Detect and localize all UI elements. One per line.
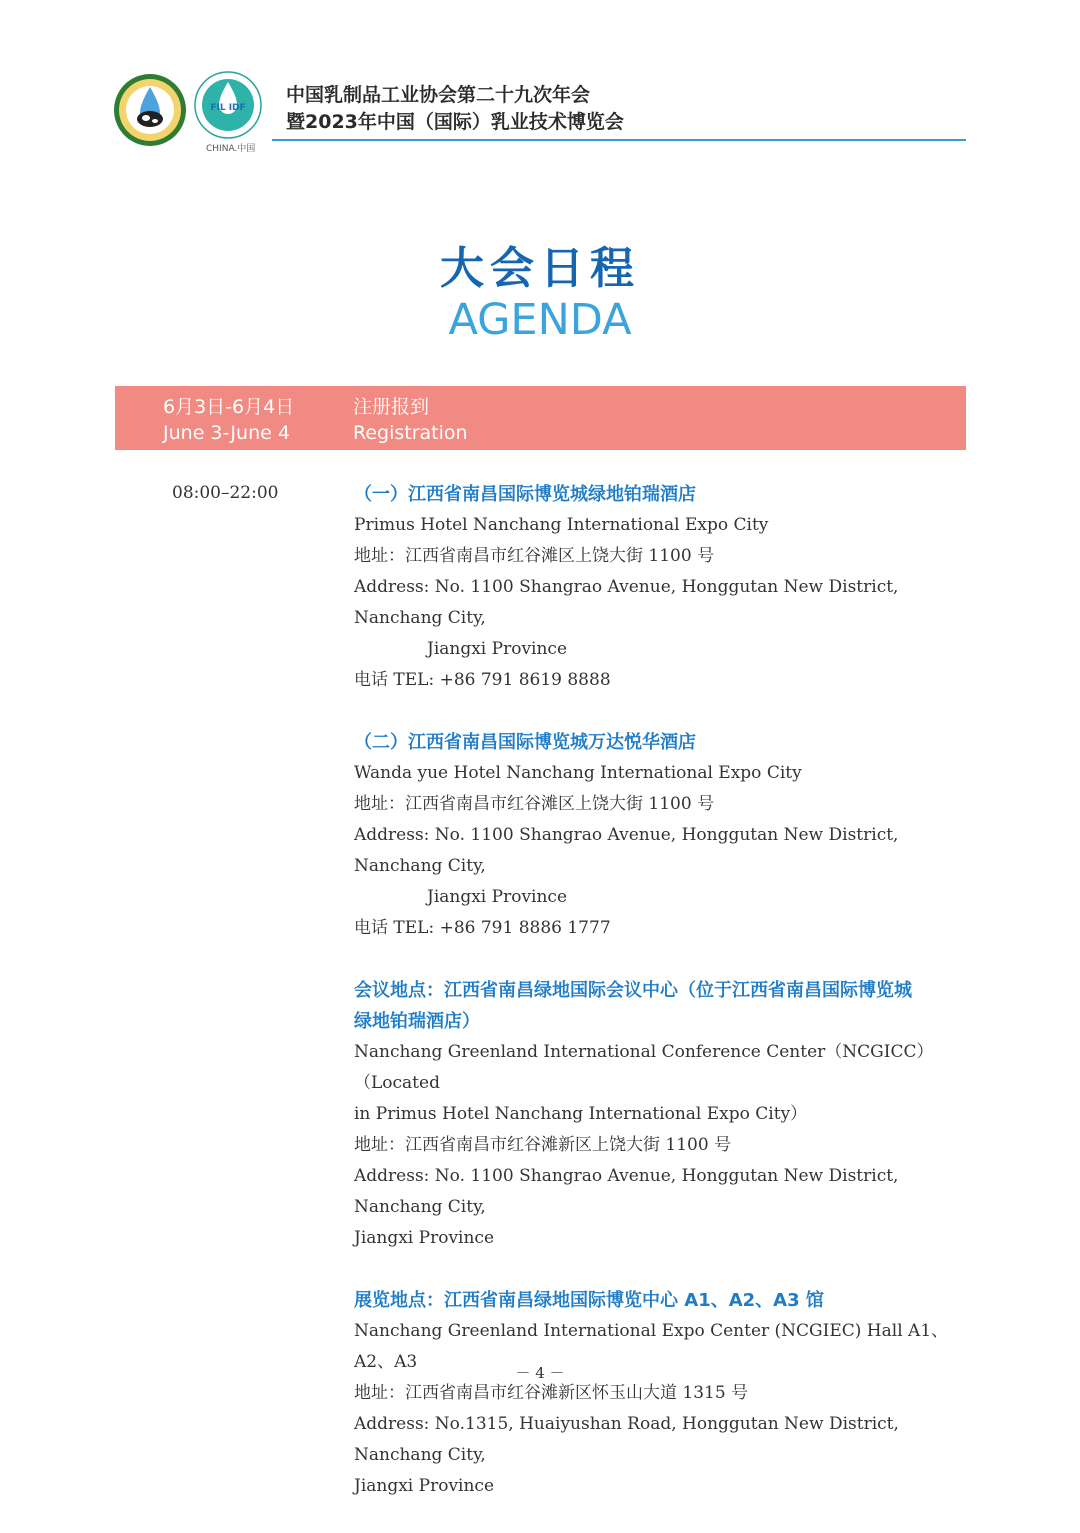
venue-tel: 电话 TEL: +86 791 8886 1777	[354, 918, 611, 938]
venue-address-en-cont: Jiangxi Province	[427, 639, 568, 659]
venue-address-en: Address: No. 1100 Shangrao Avenue, Honggutan New District, Nanchang City,	[354, 577, 899, 628]
venue-name-en: Wanda yue Hotel Nanchang International Expo City	[354, 763, 802, 783]
venue-address-zh: 地址：江西省南昌市红谷滩区上饶大街 1100 号	[354, 546, 715, 566]
conference-address-zh: 地址：江西省南昌市红谷滩新区上饶大街 1100 号	[354, 1135, 732, 1155]
venue-heading: （二）江西省南昌国际博览城万达悦华酒店	[354, 732, 696, 753]
expo-heading: 展览地点：江西省南昌绿地国际博览中心 A1、A2、A3 馆	[354, 1290, 824, 1311]
page-header	[0, 0, 1080, 170]
header-title-line2: 暨2023年中国（国际）乳业技术博览会	[286, 111, 624, 133]
dairy-association-logo	[113, 73, 187, 147]
venue-address-en-cont: Jiangxi Province	[427, 887, 568, 907]
banner-event	[353, 394, 468, 446]
banner-event-en: Registration	[353, 422, 468, 444]
banner-event-zh: 注册报到	[353, 396, 430, 418]
schedule-banner	[115, 386, 966, 450]
expo-address-zh: 地址：江西省南昌市红谷滩新区怀玉山大道 1315 号	[354, 1383, 749, 1403]
idf-logo	[193, 68, 263, 142]
page-title-en: AGENDA	[448, 295, 632, 345]
venue-name-en: Primus Hotel Nanchang International Expo City	[354, 515, 769, 535]
venue-section-1	[354, 479, 969, 696]
header-title-line1: 中国乳制品工业协会第二十九次年会	[286, 84, 591, 106]
banner-date-en: June 3-June 4	[163, 422, 290, 444]
expo-name-en: Nanchang Greenland International Expo Center (NCGIEC) Hall A1、A2、A3	[354, 1321, 949, 1372]
venue-heading: （一）江西省南昌国际博览城绿地铂瑞酒店	[354, 484, 696, 505]
venue-address-zh: 地址：江西省南昌市红谷滩区上饶大街 1100 号	[354, 794, 715, 814]
expo-venue-section	[354, 1285, 969, 1502]
schedule-time: 08:00–22:00	[172, 483, 279, 503]
header-divider	[272, 139, 966, 141]
expo-address-en-cont: Jiangxi Province	[354, 1476, 495, 1496]
logo-caption: CHINA.中国	[206, 144, 256, 154]
svg-text:FIL IDF: FIL IDF	[210, 103, 246, 113]
conference-venue-section	[354, 975, 969, 1254]
conference-address-en-cont: Jiangxi Province	[354, 1228, 495, 1248]
venue-section-2	[354, 727, 969, 944]
expo-address-en: Address: No.1315, Huaiyushan Road, Honggutan New District, Nanchang City,	[354, 1414, 899, 1465]
page-title-zh: 大会日程	[440, 243, 640, 294]
header-title	[286, 82, 624, 136]
banner-date-zh: 6月3日-6月4日	[163, 396, 295, 418]
conference-name-en-line1: Nanchang Greenland International Conference Center（NCGICC）（Located	[354, 1042, 934, 1093]
conference-name-en-line2: in Primus Hotel Nanchang International Expo City）	[354, 1104, 808, 1124]
conference-heading-line1: 会议地点：江西省南昌绿地国际会议中心（位于江西省南昌国际博览城	[354, 980, 912, 1001]
conference-heading-line2: 绿地铂瑞酒店）	[354, 1011, 480, 1032]
conference-address-en: Address: No. 1100 Shangrao Avenue, Honggutan New District, Nanchang City,	[354, 1166, 899, 1217]
banner-date	[163, 394, 294, 446]
venue-address-en: Address: No. 1100 Shangrao Avenue, Honggutan New District, Nanchang City,	[354, 825, 899, 876]
venue-tel: 电话 TEL: +86 791 8619 8888	[354, 670, 611, 690]
page-number: － 4 －	[515, 1364, 565, 1382]
